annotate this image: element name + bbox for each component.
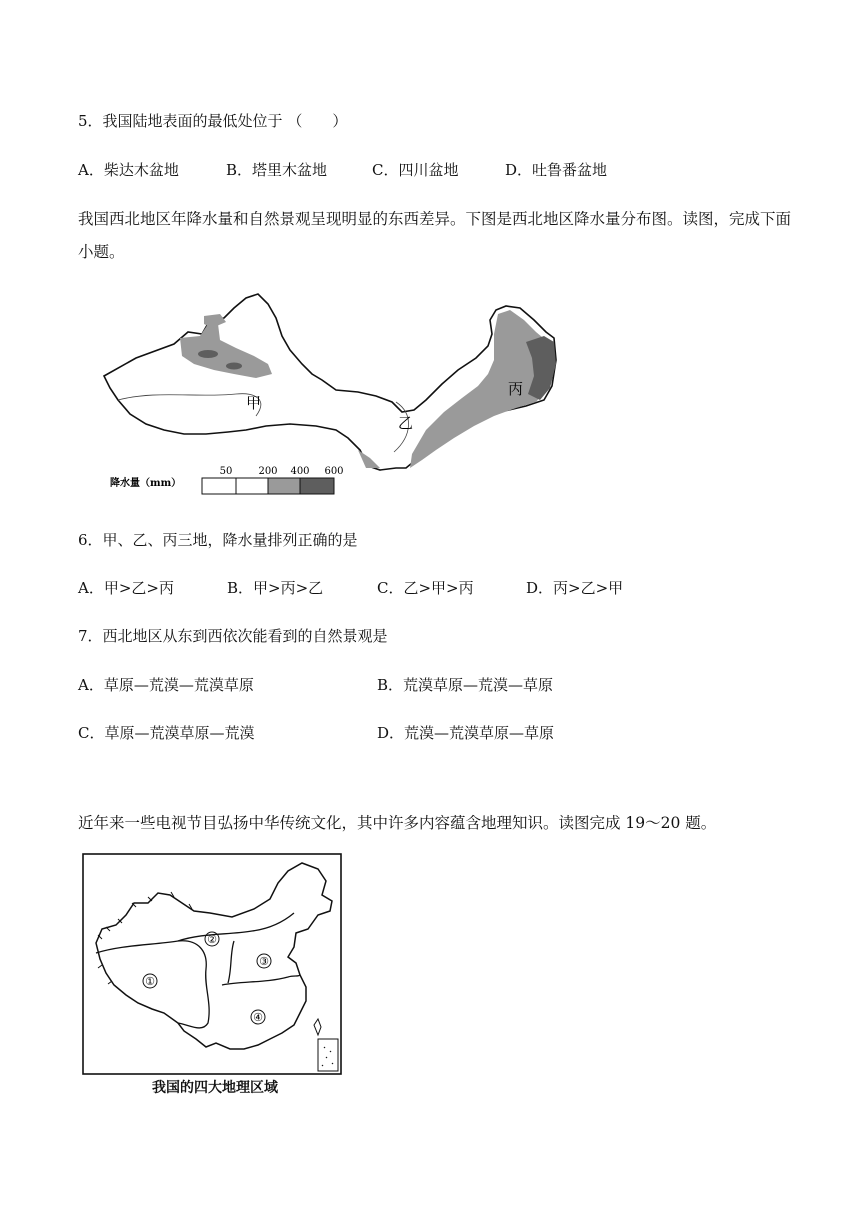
q6-option-b: B．甲>丙>乙	[227, 579, 324, 597]
legend-swatch-3	[268, 478, 300, 494]
precip-patch-dark-1	[198, 350, 218, 358]
label-bing: 丙	[508, 380, 524, 398]
q6-option-c: C．乙>甲>丙	[377, 579, 474, 597]
q7-option-c: C．草原—荒漠草原—荒漠	[78, 724, 255, 742]
intro-paragraph-2: 近年来一些电视节目弘扬中华传统文化，其中许多内容蕴含地理知识。读图完成 19～20 题。	[78, 814, 717, 832]
legend-title: 降水量（mm）	[110, 478, 182, 489]
legend-swatch-1	[202, 478, 236, 494]
label-jia: 甲	[246, 394, 262, 412]
q7-option-b: B．荒漠草原—荒漠—草原	[377, 676, 554, 694]
legend-swatch-4	[300, 478, 334, 494]
china-regions-map	[82, 853, 344, 1101]
intro-paragraph-1: 我国西北地区年降水量和自然景观呈现明显的东西差异。下图是西北地区降水量分布图。读图，完成下面小题。	[78, 210, 792, 261]
q5-option-d: D．吐鲁番盆地	[505, 161, 608, 179]
precipitation-map	[96, 290, 566, 502]
q5-option-c: C．四川盆地	[372, 161, 459, 179]
legend-tick-50: 50	[219, 466, 233, 477]
region-label-4: ④	[253, 1011, 263, 1024]
legend-tick-200: 200	[258, 466, 278, 477]
q7-stem: 7．西北地区从东到西依次能看到的自然景观是	[78, 627, 388, 645]
q6-option-d: D．丙>乙>甲	[526, 579, 624, 597]
legend-tick-600: 600	[324, 466, 344, 477]
q5-option-a: A．柴达木盆地	[78, 161, 179, 179]
precip-patch-dark-2	[226, 363, 242, 370]
q5-option-b: B．塔里木盆地	[226, 161, 328, 179]
legend-tick-400: 400	[290, 466, 310, 477]
q6-option-a: A．甲>乙>丙	[78, 579, 174, 597]
label-yi: 乙	[398, 414, 414, 432]
q5-stem: 5．我国陆地表面的最低处位于 （ ）	[78, 112, 348, 130]
region-label-3: ③	[259, 955, 269, 968]
legend-swatch-2	[236, 478, 268, 494]
region-label-2: ②	[207, 933, 217, 946]
q6-stem: 6．甲、乙、丙三地，降水量排列正确的是	[78, 531, 358, 549]
q7-option-d: D．荒漠—荒漠草原—草原	[377, 724, 555, 742]
q7-option-a: A．草原—荒漠—荒漠草原	[78, 676, 254, 694]
region-label-1: ①	[145, 975, 155, 988]
south-china-sea-inset	[318, 1039, 338, 1071]
map-caption: 我国的四大地理区域	[152, 1080, 278, 1096]
